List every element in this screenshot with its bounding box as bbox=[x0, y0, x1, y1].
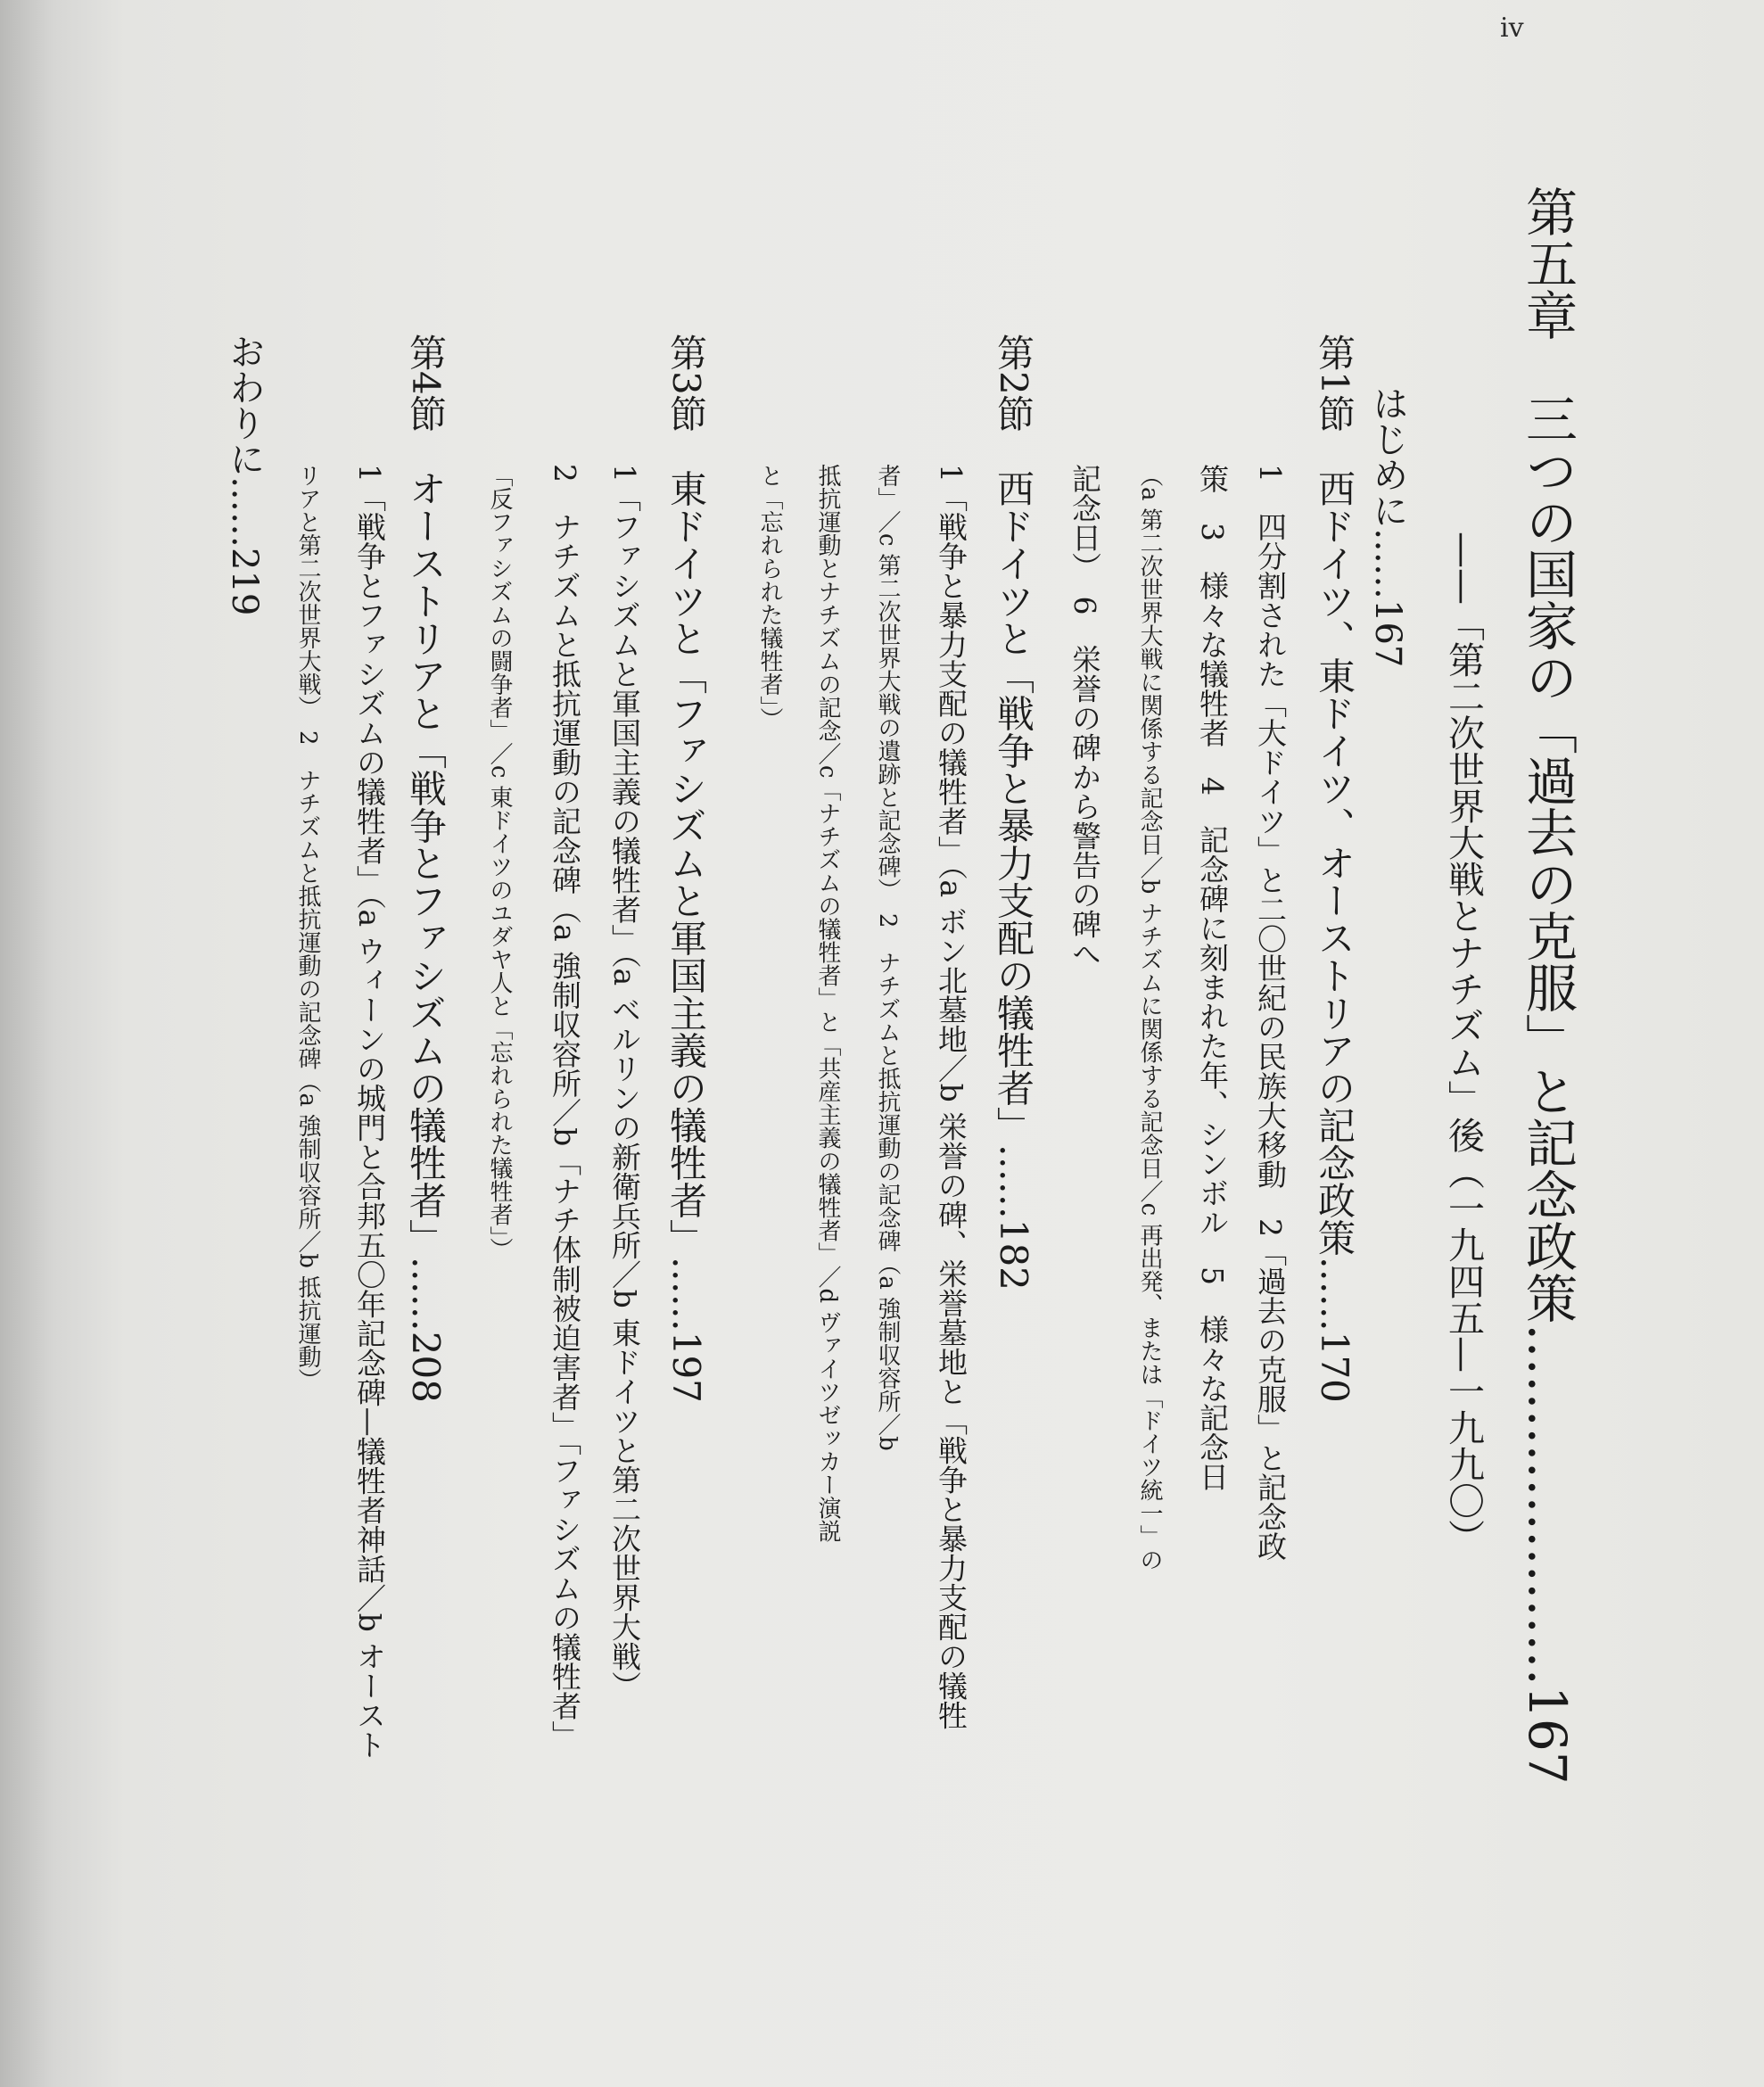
owarini-page: 219 bbox=[224, 548, 265, 616]
chapter-title-line bbox=[1517, 186, 1578, 1785]
section2-sub-line-2: 者」／c 第二次世界大戦の遺跡と記念碑） 2 ナチズムと抵抗運動の記念碑（a 強制収容所／b bbox=[874, 464, 901, 1451]
toc-entry-owarini bbox=[224, 334, 265, 616]
chapter-subtitle: ——「第二次世界大戦とナチズム」後（一九四五—一九九〇） bbox=[1442, 532, 1485, 1555]
section1-sub-line-3: （a 第二次世界大戦に関係する記念日／b ナチズムに関係する記念日／c 再出発、または「ドイツ統一」の bbox=[1136, 464, 1163, 1571]
section1-sub-line-2: 策 3 様々な犠牲者 4 記念碑に刻まれた年、シンボル 5 様々な記念日 bbox=[1195, 464, 1230, 1491]
toc-section-1 bbox=[1313, 334, 1356, 1403]
chapter-page: 167 bbox=[1517, 1686, 1578, 1785]
section1-sub-line-1: 1 四分割された「大ドイツ」と二〇世紀の民族大移動 2「過去の克服」と記念政 bbox=[1253, 464, 1288, 1561]
section2-page: 182 bbox=[992, 1218, 1035, 1291]
section1-page: 170 bbox=[1313, 1331, 1356, 1403]
section2-sub-line-3: 抵抗運動とナチズムの記念／c「ナチズムの犠牲者」と「共産主義の犠牲者」／d ヴァイツゼッカー演説 bbox=[814, 464, 841, 1543]
page-number: iv bbox=[1500, 12, 1524, 44]
chapter-dots: ………………… bbox=[1517, 1324, 1578, 1686]
toc-section-4 bbox=[404, 334, 448, 1403]
section3-sub-line-3: 「反ファシズムの闘争者」／c 東ドイツのユダヤ人と「忘れられた犠牲者」） bbox=[486, 464, 513, 1261]
section2-sub-line-1: 1「戦争と暴力支配の犠牲者」（a ボン北墓地／b 栄誉の碑、栄誉墓地と「戦争と暴力支配の犠牲 bbox=[934, 464, 969, 1730]
section1-dots: …… bbox=[1313, 1256, 1356, 1332]
owarini-label: おわりに bbox=[224, 334, 265, 476]
section4-page: 208 bbox=[404, 1331, 448, 1403]
section3-sub-line-1: 1「ファシズムと軍国主義の犠牲者」（a ベルリンの新衛兵所／b 東ドイツと第二次世界大戦） bbox=[607, 464, 642, 1701]
section3-sub-line-2: 2 ナチズムと抵抗運動の記念碑（a 強制収容所／b「ナチ体制被迫害者」「ファシズムの犠牲者」 bbox=[548, 464, 582, 1750]
section2-dots: …… bbox=[992, 1143, 1035, 1219]
section3-page: 197 bbox=[664, 1331, 708, 1403]
section3-label: 第3節 東ドイツと「ファシズムと軍国主義の犠牲者」 bbox=[664, 334, 708, 1257]
toc-section-2 bbox=[992, 334, 1035, 1291]
section4-sub-line-1: 1「戦争とファシズムの犠牲者」（a ウィーンの城門と合邦五〇年記念碑—犠牲者神話／b オースト bbox=[352, 464, 387, 1760]
section2-label: 第2節 西ドイツと「戦争と暴力支配の犠牲者」 bbox=[992, 334, 1035, 1144]
section2-sub-line-4: と「忘れられた犠牲者」） bbox=[756, 464, 783, 730]
toc-entry-hajimeni bbox=[1367, 385, 1408, 668]
section3-dots: …… bbox=[664, 1256, 708, 1332]
toc-section-3 bbox=[664, 334, 708, 1403]
owarini-dots: …… bbox=[224, 476, 265, 548]
section4-sub-line-2: リアと第二次世界大戦） 2 ナチズムと抵抗運動の記念碑（a 強制収容所／b 抵抗運動） bbox=[294, 464, 321, 1392]
hajimeni-label: はじめに bbox=[1367, 385, 1408, 528]
hajimeni-page: 167 bbox=[1367, 599, 1408, 668]
section1-sub-line-4: 記念日） 6 栄誉の碑から警告の碑へ bbox=[1067, 464, 1102, 969]
section1-label: 第1節 西ドイツ、東ドイツ、オーストリアの記念政策 bbox=[1313, 334, 1356, 1257]
chapter-title: 第五章 三つの国家の「過去の克服」と記念政策 bbox=[1517, 186, 1578, 1324]
hajimeni-dots: …… bbox=[1367, 528, 1408, 599]
section4-dots: …… bbox=[404, 1256, 448, 1332]
section4-label: 第4節 オーストリアと「戦争とファシズムの犠牲者」 bbox=[404, 334, 448, 1257]
